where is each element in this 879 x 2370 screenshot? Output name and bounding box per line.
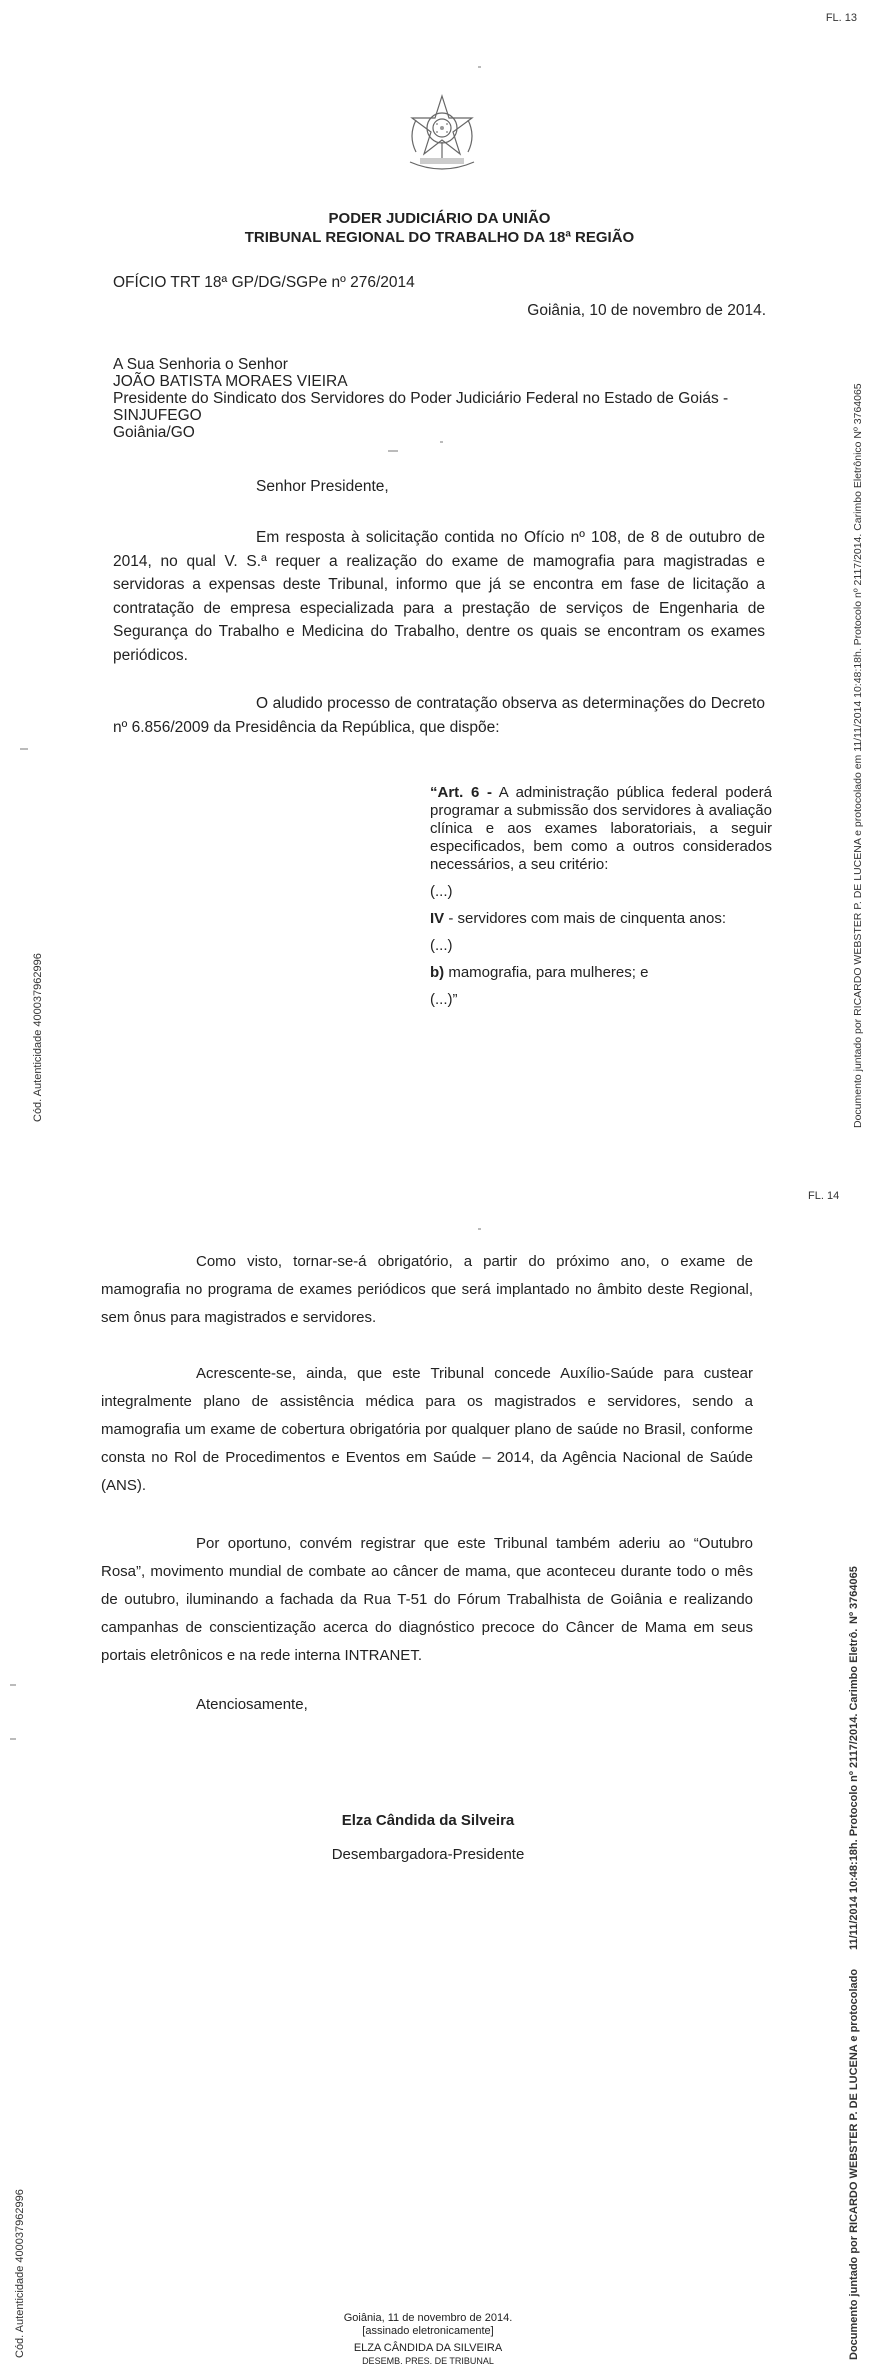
footer-title: DESEMB. PRES. DE TRIBUNAL [362,2356,494,2366]
scan-speck [478,1228,481,1230]
authenticity-code-vertical: Cód. Autenticidade 400037962996 [14,2189,26,2358]
quote-item-iv-text: - servidores com mais de cinquenta anos: [444,910,726,927]
addressee-line: Goiânia/GO [113,424,195,441]
signer-title: Desembargadora-Presidente [331,1846,525,1863]
footer-date: Goiânia, 11 de novembro de 2014. [343,2312,513,2324]
brazil-coat-of-arms-emblem [402,92,482,176]
signer-name: Elza Cândida da Silveira [341,1812,515,1829]
legal-quote [430,784,772,1009]
scan-speck [10,1684,16,1686]
addressee-line: JOÃO BATISTA MORAES VIEIRA [113,373,348,390]
addressee-line: SINJUFEGO [113,407,202,424]
quote-item-b [430,964,772,982]
quote-item-b-text: mamografia, para mulheres; e [444,964,649,981]
quote-item-b-label: b) [430,964,445,981]
folio-number: FL. 13 [825,12,857,24]
paragraph-1: Em resposta à solicitação contida no Ofício nº 108, de 8 de outubro de 2014, no qual V. S.ª requer a realização do exame de mamografia para magistradas e servidoras a expensas deste Tribunal, informo que já se encontra em fase de licitação a contratação de empresa especializada para a prestação de serviços de Engenharia de Segurança do Trabalho e Medicina do Trabalho, dentre os quais se encontram os exames periódicos. [113,529,765,664]
oficio-number: OFÍCIO TRT 18ª GP/DG/SGPe nº 276/2014 [113,274,415,291]
protocol-stamp-vertical-part-2: 11/11/2014 10:48:18h. Protocolo nº 2117/2014. Carimbo Eletrô. [848,1628,860,1950]
document-date: Goiânia, 10 de novembro de 2014. [527,302,766,319]
paragraph-4: Acrescente-se, ainda, que este Tribunal concede Auxílio-Saúde para custear integralmente plano de assistência médica para os magistrados e servidores, sendo a mamografia um exame de cobertura obrigatória por qualquer plano de saúde no Brasil, conforme consta no Rol de Procedimentos e Eventos em Saúde – 2014, da Agência Nacional de Saúde (ANS). [101,1365,753,1494]
scan-speck [478,66,481,68]
header-line-1: PODER JUDICIÁRIO DA UNIÃO [328,210,551,227]
addressee-line: Presidente do Sindicato dos Servidores do Poder Judiciário Federal no Estado de Goiás - [113,390,729,407]
quote-article-label: “Art. 6 - [430,784,492,801]
scan-speck [10,1738,16,1740]
addressee-block [113,356,728,441]
paragraph-5: Por oportuno, convém registrar que este Tribunal também aderiu ao “Outubro Rosa”, movimento mundial de combate ao câncer de mama, que aconteceu durante todo o mês de outubro, iluminando a fachada da Rua T-51 do Fórum Trabalhista de Goiânia e realizando campanhas de conscientização acerca do diagnóstico precoce do Câncer de Mama em seus portais eletrônicos e na rede interna INTRANET. [101,1535,753,1664]
paragraph-2: O aludido processo de contratação observa as determinações do Decreto nº 6.856/2009 da Presidência da República, que dispõe: [113,695,765,736]
electronic-signature-footer [0,2312,856,2368]
protocol-stamp-vertical: Documento juntado por RICARDO WEBSTER P. DE LUCENA e protocolado em 11/11/2014 10:48:18h. Protocolo nº 2117/2014. Carimbo Eletrônico Nº 3764065 [852,383,864,1128]
closing: Atenciosamente, [196,1696,308,1713]
footer-name: ELZA CÂNDIDA DA SILVEIRA [353,2342,503,2354]
quote-item-iv-label: IV [430,910,445,927]
quote-article-text: A administração pública federal poderá programar a submissão dos servidores à avaliação clínica e aos exames laboratoriais, a seguir especificados, bem como a outros considerados necessários, a seu critério: [430,784,772,873]
folio-number: FL. 14 [808,1190,840,1202]
salutation: Senhor Presidente, [256,478,389,495]
scan-speck [440,441,443,443]
authenticity-code-vertical: Cód. Autenticidade 400037962996 [32,953,44,1122]
protocol-stamp-vertical-part-1: Documento juntado por RICARDO WEBSTER P. DE LUCENA e protocolado [848,1968,860,2360]
footer-signed: [assinado eletronicamente] [362,2325,494,2337]
addressee-line: A Sua Senhoria o Senhor [113,356,288,373]
paragraph-3: Como visto, tornar-se-á obrigatório, a partir do próximo ano, o exame de mamografia no programa de exames periódicos que será implantado no âmbito deste Regional, sem ônus para magistrados e servidores. [101,1253,753,1326]
page-2 [0,1190,879,2370]
protocol-stamp-vertical-part-3: Nº 3764065 [848,1566,860,1624]
quote-item-iv [430,910,772,928]
scan-speck [388,450,398,452]
quote-end: (...)” [430,991,458,1008]
quote-ellipsis: (...) [430,883,453,900]
header-line-2: TRIBUNAL REGIONAL DO TRABALHO DA 18ª REGIÃO [244,229,635,246]
scan-speck [20,748,28,750]
quote-ellipsis: (...) [430,937,453,954]
quote-article [430,784,772,874]
